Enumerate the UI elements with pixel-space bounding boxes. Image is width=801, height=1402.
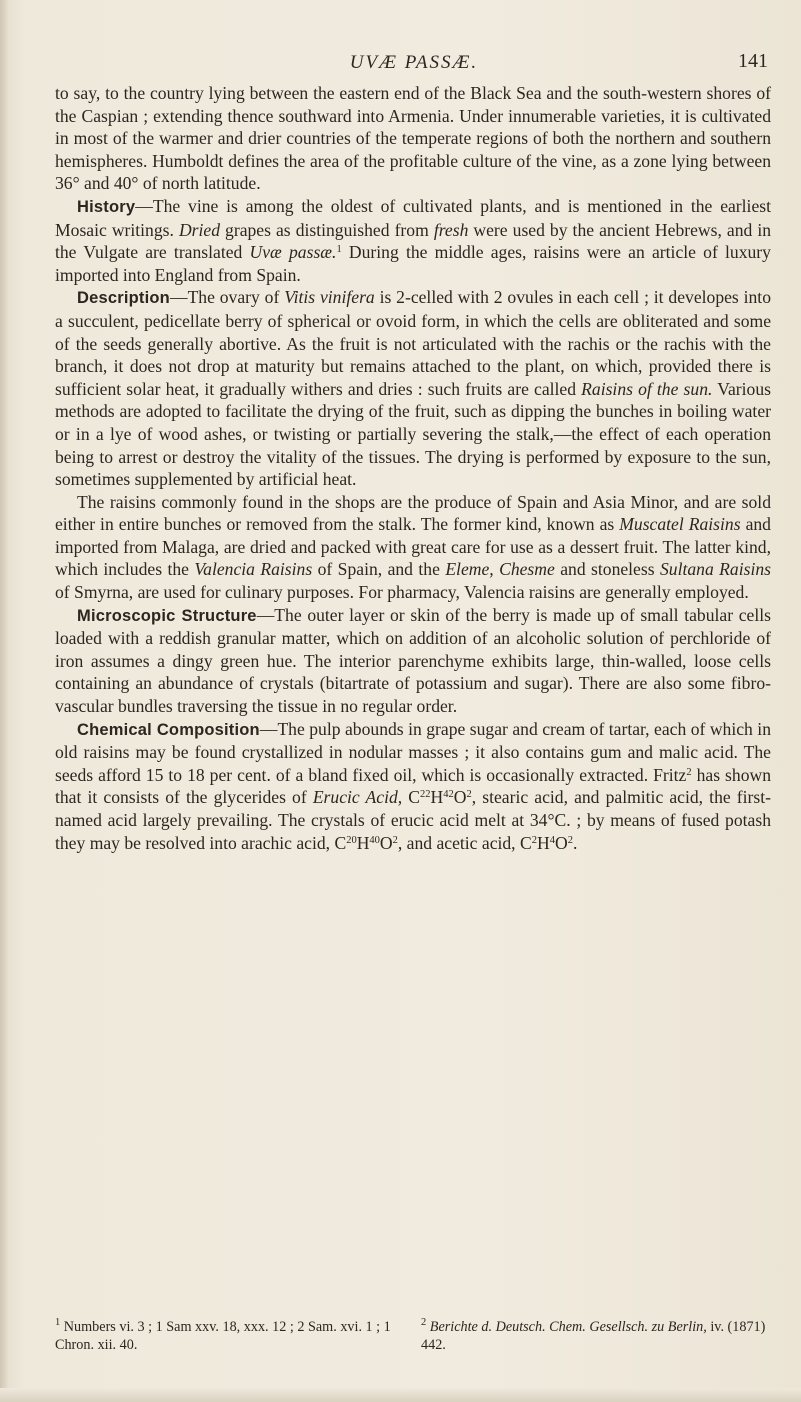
footnote-ref-2: 2 bbox=[686, 766, 692, 778]
page-number: 141 bbox=[738, 50, 768, 72]
section-heading-history: History bbox=[77, 197, 136, 216]
page-spine-shadow bbox=[0, 0, 8, 1402]
formula-acetic: $C^2H^4O^2$ bbox=[520, 832, 573, 853]
formula-arachic: $C^{20}H^{40}O^2$ bbox=[334, 832, 398, 853]
paragraph-microscopic: Microscopic Structure—The outer layer or skin of the berry is made up of small tabular cells loaded with a reddish granular matter, which on addition of an alcoholic solution of perchloride of iron assumes a dingy green hue. The interior parenchyme exhibits large, thin-walled, loose cells containing an abundance of crystals (bitartrate of potassium and sugar). There are also some fibro-vascular bundles traversing the tissue in no regular order. bbox=[55, 604, 771, 717]
paragraph-description: Description—The ovary of Vitis vinifera is 2-celled with 2 ovules in each cell ; it developes into a succulent, pedicellate berry of spherical or ovoid form, in which the cells are obliterated and some of the seeds generally abortive. As the fruit is not articulated with the rachis or the rachis with the branch, it does not drop at maturity but remains attached to the plant, on which, provided there is sufficient solar heat, it gradually withers and dries : such fruits are called Raisins of the sun. Various methods are adopted to facilitate the drying of the fruit, such as dipping the bunches in boiling water or in a lye of wood ashes, or twisting or partially severing the stalk,—the effect of each operation being to arrest or destroy the vitality of the tissues. The drying is performed by exposure to the sun, sometimes supplemented by artificial heat. bbox=[55, 287, 771, 490]
running-title: UVÆ PASSÆ. bbox=[349, 52, 479, 73]
paragraph-history: History—The vine is among the oldest of cultivated plants, and is mentioned in the earliest Mosaic writings. Dried grapes as distinguished from fresh were used by the ancient Hebrews, and in the Vulgate are translated Uvæ passæ.$^1$ During the middle ages, raisins were an article of luxury imported into England from Spain. bbox=[55, 195, 772, 285]
section-heading-chemical: Chemical Composition bbox=[77, 720, 260, 739]
footnote-2: $^2$ Berichte d. Deutsch. Chem. Gesellsch. zu Berlin, iv. (1871) 442. bbox=[421, 1317, 766, 1353]
footnote-1: $^1$ Numbers vi. 3 ; 1 Sam xxv. 18, xxx. 12 ; 2 Sam. xvi. 1 ; 1 Chron. xii. 40. bbox=[55, 1317, 391, 1353]
paragraph-shops: The raisins commonly found in the shops are the produce of Spain and Asia Minor, and are sold either in entire bunches or removed from the stalk. The former kind, known as Muscatel Raisins and imported from Malaga, are dried and packed with great care for use as a dessert fruit. The latter kind, which includes the Valencia Raisins of Spain, and the Eleme, Chesme and stoneless Sultana Raisins of Smyrna, are used for culinary purposes. For pharmacy, Valencia raisins are generally employed. bbox=[55, 491, 771, 603]
footnote-ref-1: 1 bbox=[336, 244, 342, 256]
footnotes bbox=[55, 1318, 771, 1354]
body-text bbox=[55, 82, 771, 854]
paragraph-origin: to say, to the country lying between the eastern end of the Black Sea and the south-western shores of the Caspian ; extending thence southward into Armenia. Under innumerable varieties, it is cultivated in most of the warmer and drier countries of the temperate regions of both the northern and southern hemispheres. Humboldt defines the area of the profitable culture of the vine, as a zone lying between 36° and 40° of north latitude. bbox=[55, 83, 771, 194]
section-heading-microscopic: Microscopic Structure bbox=[77, 606, 257, 625]
page-bottom-edge bbox=[0, 1388, 801, 1402]
section-heading-description: Description bbox=[77, 289, 170, 308]
page-header bbox=[60, 52, 768, 78]
paragraph-chemical: Chemical Composition—The pulp abounds in grape sugar and cream of tartar, each of which in old raisins may be found crystallized in nodular masses ; it also contains gum and malic acid. The seeds afford 15 to 18 per cent. of a bland fixed oil, which is occasionally extracted. Fritz$^2$ has shown that it consists of the glycerides of Erucic Acid, $C^{22}H^{42}O^2$, stearic acid, and palmitic acid, the first-named acid largely prevailing. The crystals of erucic acid melt at 34°C. ; by means of fused potash they may be resolved into arachic acid, $C^{20}H^{40}O^2$, and acetic acid, $C^2H^4O^2$. bbox=[55, 718, 771, 853]
formula-erucic: $C^{22}H^{42}O^2$ bbox=[408, 787, 472, 808]
